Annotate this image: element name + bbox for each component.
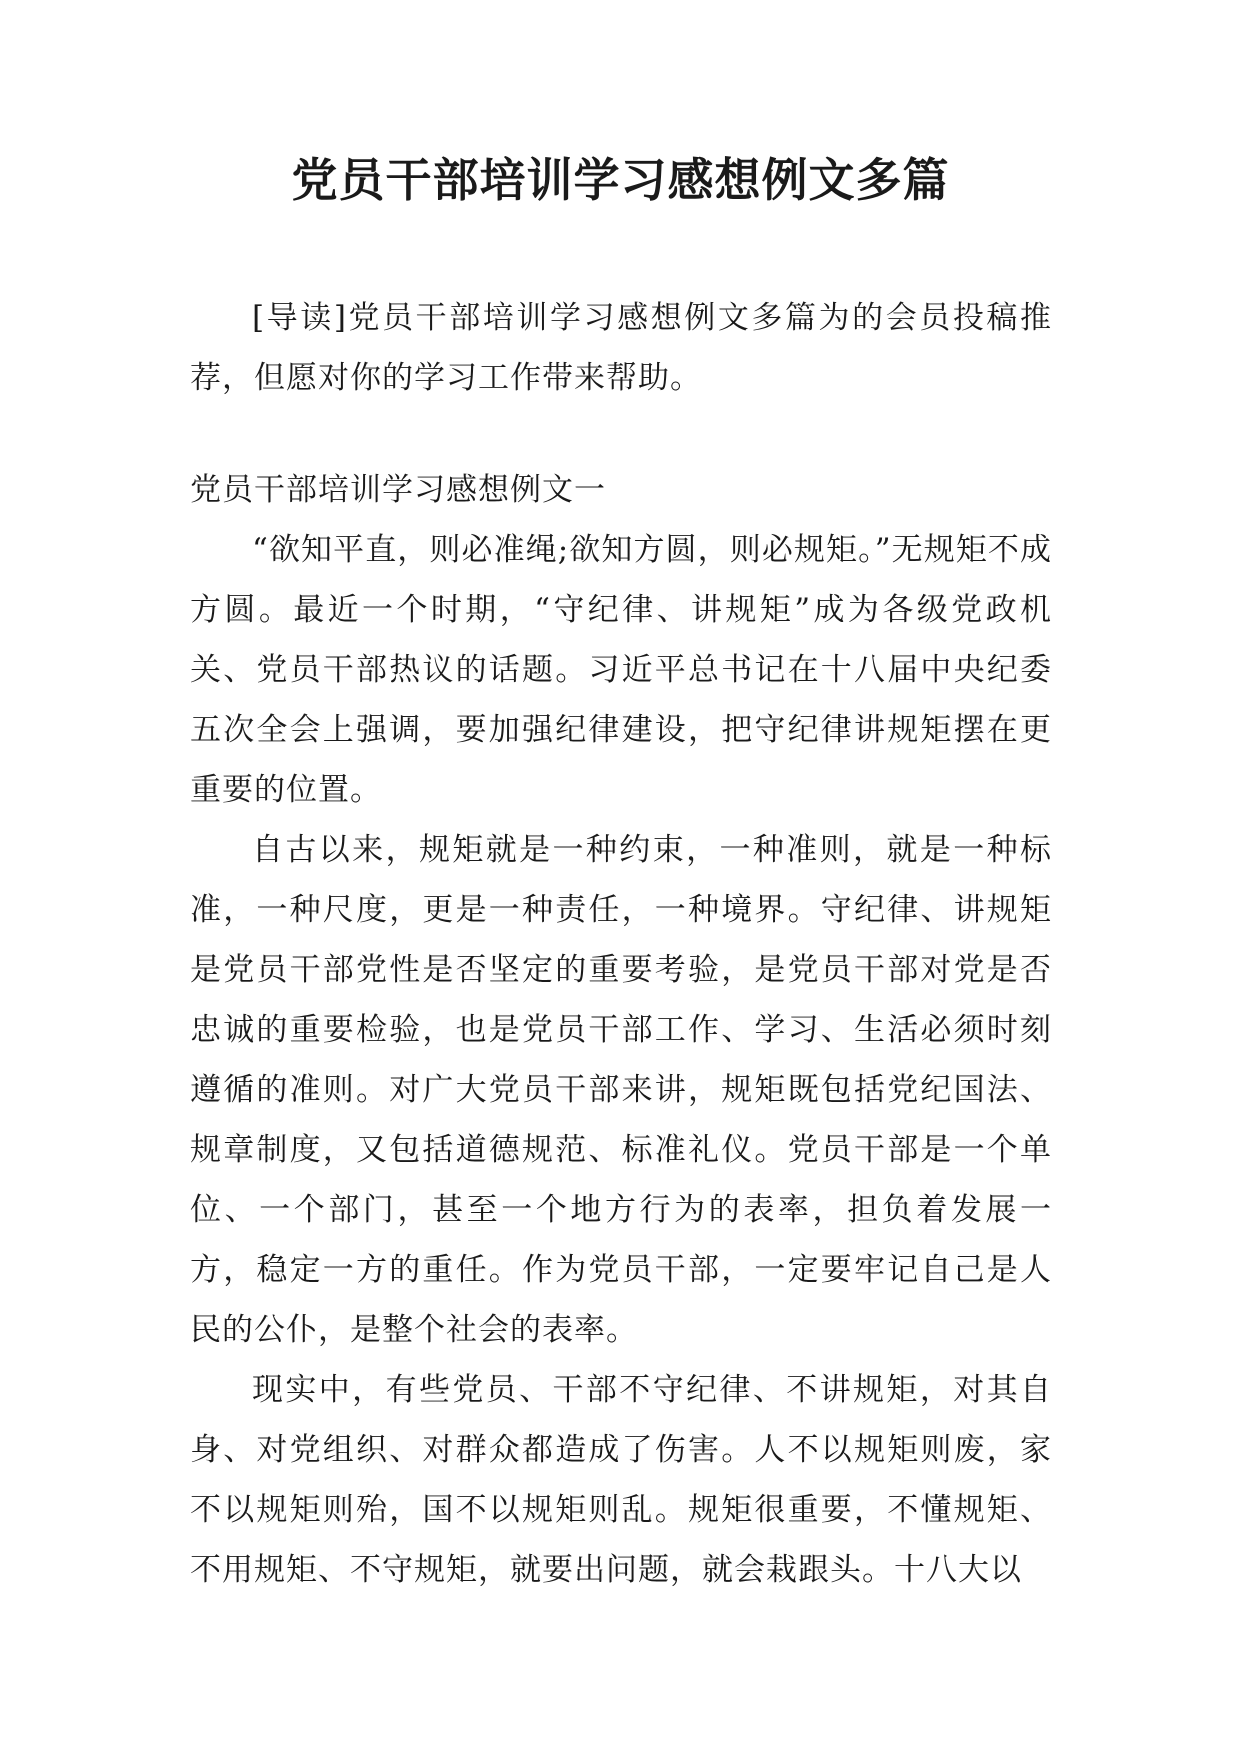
section-spacer [190,408,1052,460]
body-paragraph: 现实中，有些党员、干部不守纪律、不讲规矩，对其自身、对党组织、对群众都造成了伤害。人不以规矩则废，家不以规矩则殆，国不以规矩则乱。规矩很重要，不懂规矩、不用规矩、不守规矩，就要出问题，就会栽跟头。十八大以 [190,1372,1052,1588]
document-title: 党员干部培训学习感想例文多篇 [291,153,950,207]
document-body [190,288,1052,1600]
body-paragraph: “欲知平直，则必准绳;欲知方圆，则必规矩。”无规矩不成方圆。最近一个时期，“守纪律、讲规矩”成为各级党政机关、党员干部热议的话题。习近平总书记在十八届中央纪委五次全会上强调，要加强纪律建设，把守纪律讲规矩摆在更重要的位置。 [190,532,1052,808]
section-heading: 党员干部培训学习感想例文一 [190,472,606,508]
intro-paragraph: [导读]党员干部培训学习感想例文多篇为的会员投稿推荐，但愿对你的学习工作带来帮助。 [190,300,1052,396]
body-paragraph: 自古以来，规矩就是一种约束，一种准则，就是一种标准，一种尺度，更是一种责任，一种境界。守纪律、讲规矩是党员干部党性是否坚定的重要考验，是党员干部对党是否忠诚的重要检验，也是党员干部工作、学习、生活必须时刻遵循的准则。对广大党员干部来讲，规矩既包括党纪国法、规章制度，又包括道德规范、标准礼仪。党员干部是一个单位、一个部门，甚至一个地方行为的表率，担负着发展一方，稳定一方的重任。作为党员干部，一定要牢记自己是人民的公仆，是整个社会的表率。 [190,832,1052,1348]
